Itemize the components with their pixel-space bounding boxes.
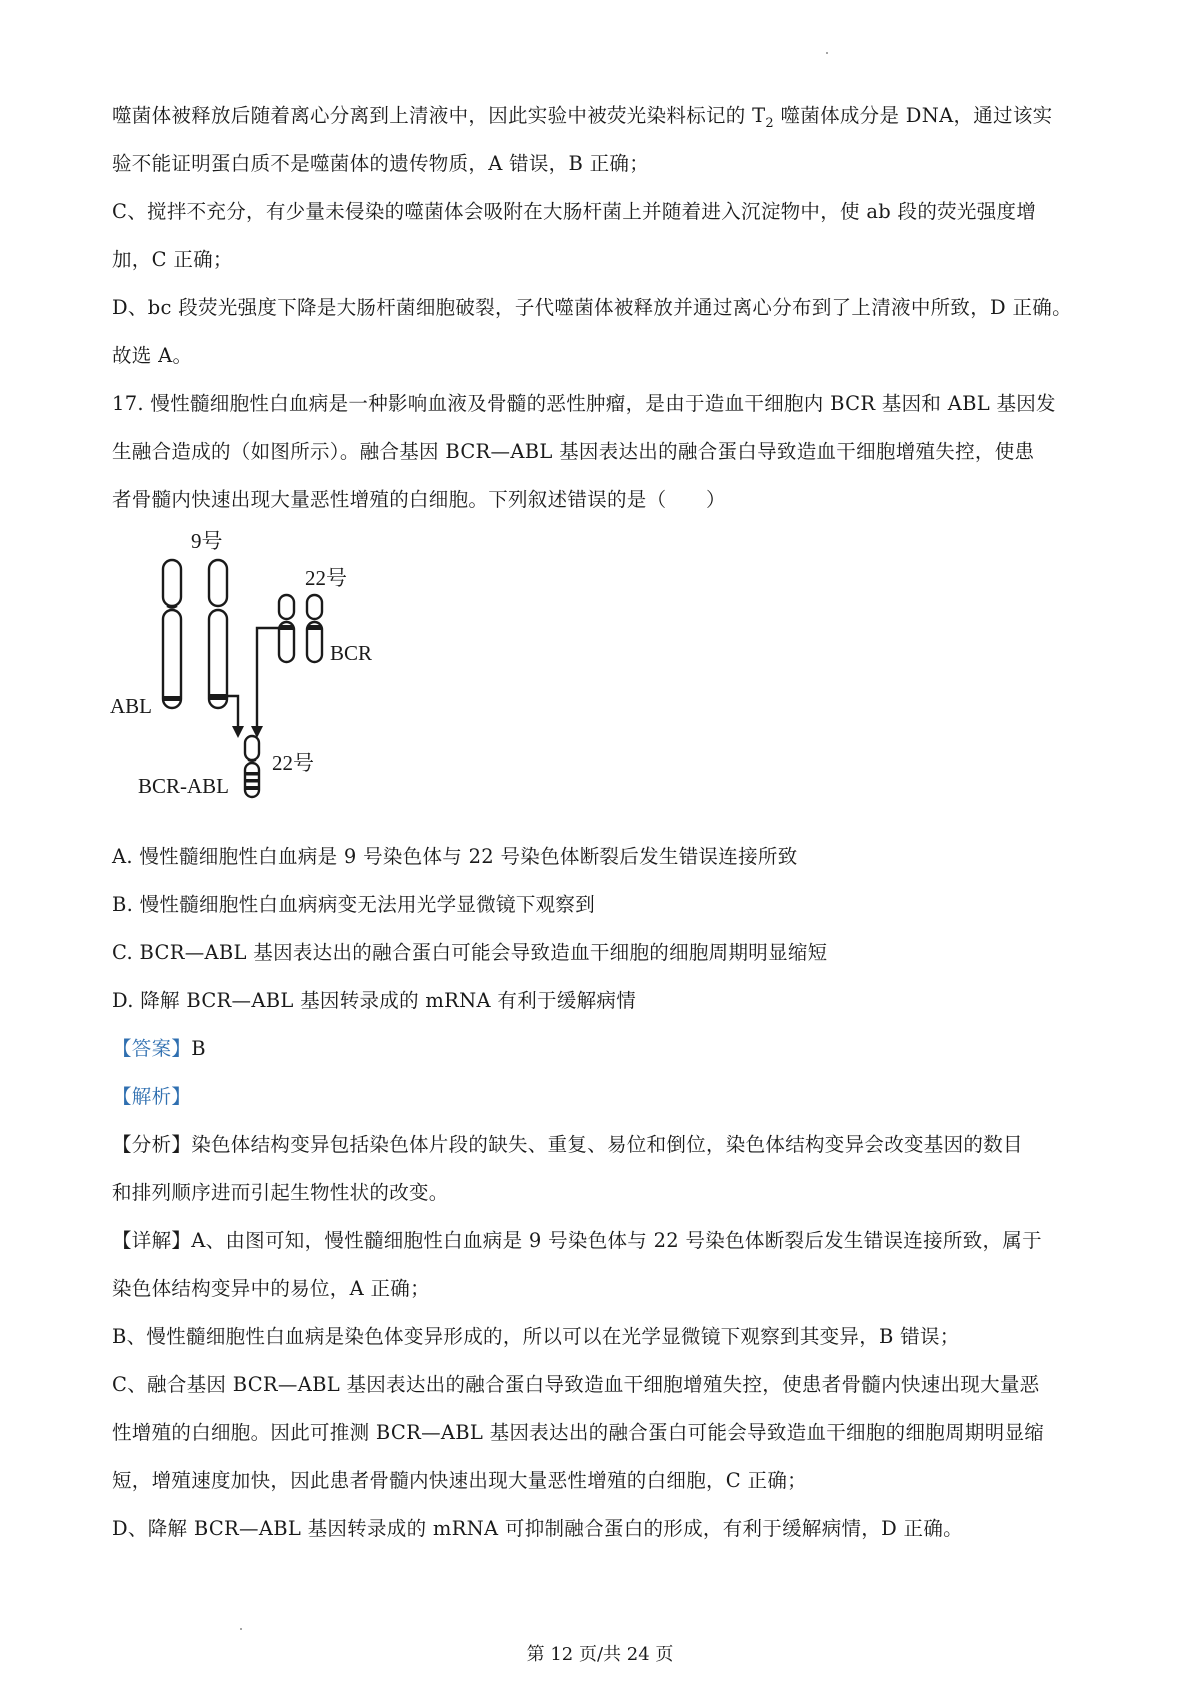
chr22-top-label: 22号 xyxy=(305,566,347,590)
xiangjie-line-6: 短，增殖速度加快，因此患者骨髓内快速出现大量恶性增殖的白细胞，C 正确； xyxy=(112,1469,807,1492)
option-d: D. 降解 BCR—ABL 基因转录成的 mRNA 有利于缓解病情 xyxy=(112,989,637,1012)
chromosome-diagram xyxy=(105,528,425,828)
continuation-line-2: 验不能证明蛋白质不是噬菌体的遗传物质，A 错误，B 正确； xyxy=(112,152,650,175)
fusion-band-2 xyxy=(245,779,259,783)
chromosome-9-right xyxy=(209,560,227,708)
xiangjie-line-1: 【详解】A、由图可知，慢性髓细胞性白血病是 9 号染色体与 22 号染色体断裂后发生错误连接所致，属于 xyxy=(112,1229,1042,1252)
arrow-head-left xyxy=(232,726,244,738)
fenxi-tag: 【分析】 xyxy=(112,1133,192,1156)
answer-value: B xyxy=(191,1037,206,1060)
option-c: C. BCR—ABL 基因表达出的融合蛋白可能会导致造血干细胞的细胞周期明显缩短 xyxy=(112,941,828,964)
xiangjie-line-3: B、慢性髓细胞性白血病是染色体变异形成的，所以可以在光学显微镜下观察到其变异，B 错误； xyxy=(112,1325,960,1348)
scan-speck xyxy=(826,52,828,54)
continuation-line-4: 加，C 正确； xyxy=(112,248,233,271)
question-line-3: 者骨髓内快速出现大量恶性增殖的白细胞。下列叙述错误的是（ ） xyxy=(112,488,726,511)
analysis-line xyxy=(112,1082,1102,1112)
fusion-band-1 xyxy=(245,772,259,776)
bcr-label: BCR xyxy=(330,641,373,665)
fusion-label: BCR-ABL xyxy=(138,774,230,798)
continuation-line-1: 噬菌体被释放后随着离心分离到上清液中，因此实验中被荧光染料标记的 $T_2$ 噬菌体成分是 DNA，通过该实 xyxy=(112,104,1053,131)
chromosome-9-left xyxy=(163,560,181,708)
continuation-line-3: C、搅拌不充分，有少量未侵染的噬菌体会吸附在大肠杆菌上并随着进入沉淀物中，使 ab 段的荧光强度增 xyxy=(112,200,1037,223)
abl-band-right xyxy=(209,694,227,700)
xiangjie-tag: 【详解】 xyxy=(112,1229,192,1252)
bcr-band-right xyxy=(307,625,322,630)
continuation-line-5: D、bc 段荧光强度下降是大肠杆菌细胞破裂，子代噬菌体被释放并通过离心分布到了上清液中所致，D 正确。 xyxy=(112,296,1072,319)
answer-tag: 【答案】 xyxy=(112,1037,192,1060)
answer-line xyxy=(112,1034,1102,1064)
fenxi-line-2: 和排列顺序进而引起生物性状的改变。 xyxy=(112,1181,449,1204)
chr9-label: 9号 xyxy=(191,529,223,553)
chr22-bottom-label: 22号 xyxy=(272,751,314,775)
fenxi-line-1: 【分析】染色体结构变异包括染色体片段的缺失、重复、易位和倒位，染色体结构变异会改变基因的数目 xyxy=(112,1133,1023,1156)
scan-speck xyxy=(240,1628,242,1630)
page-footer: 第 12 页/共 24 页 xyxy=(526,1644,674,1665)
fusion-centromere xyxy=(248,760,256,761)
option-b: B. 慢性髓细胞性白血病病变无法用光学显微镜下观察到 xyxy=(112,893,596,916)
continuation-line-6: 故选 A。 xyxy=(112,344,193,367)
bcr-band-left xyxy=(279,625,294,630)
xiangjie-line-4: C、融合基因 BCR—ABL 基因表达出的融合蛋白导致造血干细胞增殖失控，使患者骨髓内快速出现大量恶 xyxy=(112,1373,1040,1396)
chromosome-figure xyxy=(105,528,425,828)
xiangjie-line-7: D、降解 BCR—ABL 基因转录成的 mRNA 可抑制融合蛋白的形成，有利于缓解病情，D 正确。 xyxy=(112,1517,963,1540)
translocation-line-chr22 xyxy=(257,628,279,728)
xiangjie-line-5: 性增殖的白细胞。因此可推测 BCR—ABL 基因表达出的融合蛋白可能会导致造血干细胞的细胞周期明显缩 xyxy=(112,1421,1045,1444)
xiangjie-line-2: 染色体结构变异中的易位，A 正确； xyxy=(112,1277,430,1300)
abl-band-left xyxy=(163,696,181,701)
question-line-2: 生融合造成的（如图所示）。融合基因 BCR—ABL 基因表达出的融合蛋白导致造血干细胞增殖失控，使患 xyxy=(112,440,1035,463)
abl-label: ABL xyxy=(110,694,152,718)
analysis-tag: 【解析】 xyxy=(112,1085,192,1108)
option-a: A. 慢性髓细胞性白血病是 9 号染色体与 22 号染色体断裂后发生错误连接所致 xyxy=(112,845,798,868)
fusion-band-3 xyxy=(245,786,259,790)
question-line-1: 17. 慢性髓细胞性白血病是一种影响血液及骨髓的恶性肿瘤，是由于造血干细胞内 BCR 基因和 ABL 基因发 xyxy=(112,392,1056,415)
